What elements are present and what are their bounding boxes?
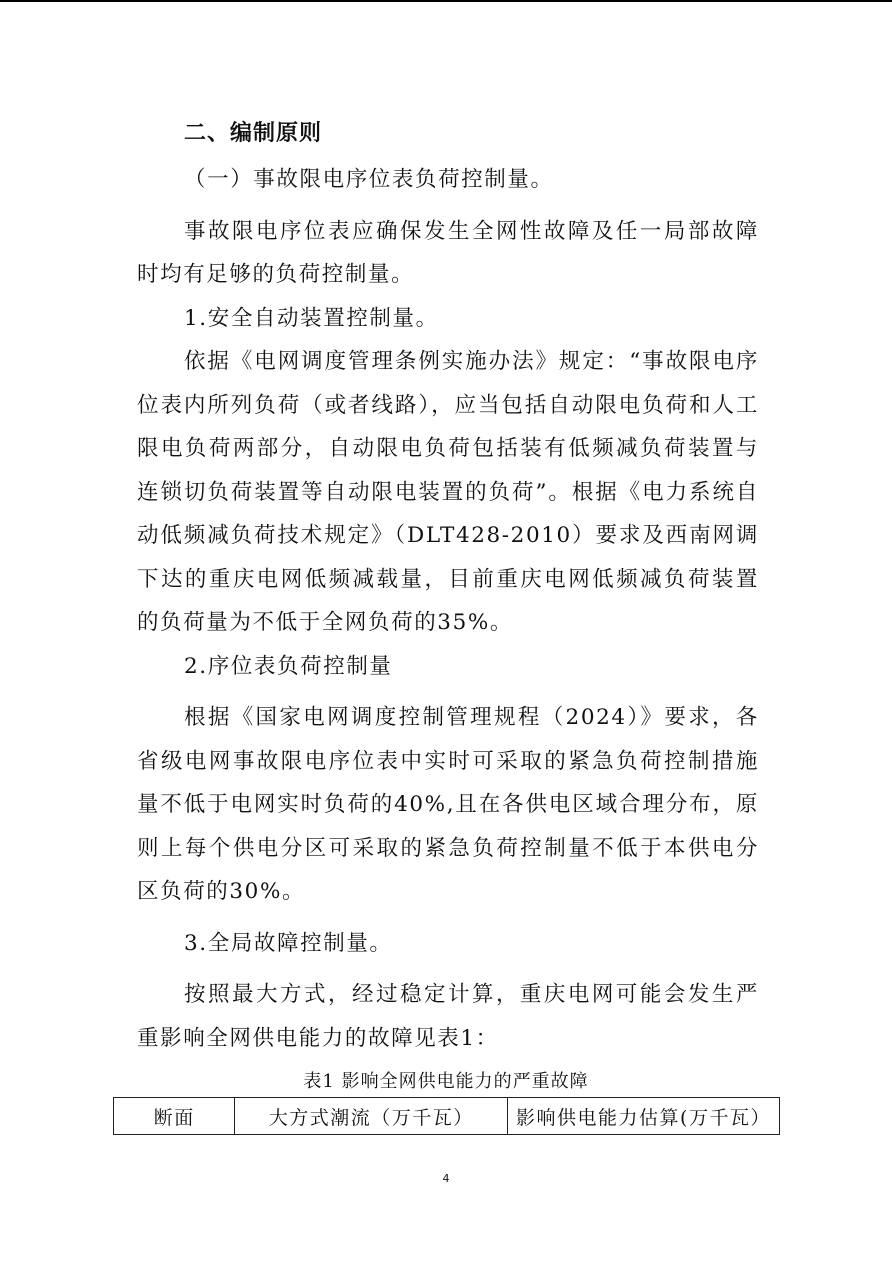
table-header-supply-impact: 影响供电能力估算(万千瓦） <box>508 1098 780 1135</box>
table-header-row <box>114 1098 780 1135</box>
item-2-body: 根据《国家电网调度控制管理规程（2024）》要求，各省级电网事故限电序位表中实时可采取的紧急负荷控制措施量不低于电网实时负荷的40%,且在各供电区域合理分布，原则上每个供电分区可采取的紧急负荷控制量不低于本供电分区负荷的30%。 <box>137 705 759 904</box>
page-number: 4 <box>442 1172 450 1185</box>
intro-paragraph: 事故限电序位表应确保发生全网性故障及任一局部故障时均有足够的负荷控制量。 <box>137 218 759 287</box>
item-2-title: 2.序位表负荷控制量 <box>184 653 393 679</box>
faults-table <box>113 1097 780 1135</box>
item-1-body: 依据《电网调度管理条例实施办法》规定：“事故限电序位表内所列负荷（或者线路），应当包括自动限电负荷和人工限电负荷两部分，自动限电负荷包括装有低频减负荷装置与连锁切负荷装置等自动限电装置的负荷”。根据《电力系统自动低频减负荷技术规定》（DLT428-2010）要求及西南网调下达的重庆电网低频减载量，目前重庆电网低频减负荷装置的负荷量为不低于全网负荷的35%。 <box>137 349 759 635</box>
item-3-body: 按照最大方式，经过稳定计算，重庆电网可能会发生严重影响全网供电能力的故障见表1： <box>137 982 759 1051</box>
document-body <box>137 110 759 1060</box>
section-heading: 二、编制原则 <box>184 121 323 146</box>
page-top-border <box>0 0 892 2</box>
table-caption: 表1 影响全网供电能力的严重故障 <box>303 1071 589 1092</box>
item-1-title: 1.安全自动装置控制量。 <box>184 305 439 331</box>
table-header-peak-flow: 大方式潮流（万千瓦） <box>235 1098 508 1135</box>
table-header-section: 断面 <box>114 1098 235 1135</box>
item-3-title: 3.全局故障控制量。 <box>184 930 393 956</box>
subsection-heading: （一）事故限电序位表负荷控制量。 <box>184 167 554 192</box>
